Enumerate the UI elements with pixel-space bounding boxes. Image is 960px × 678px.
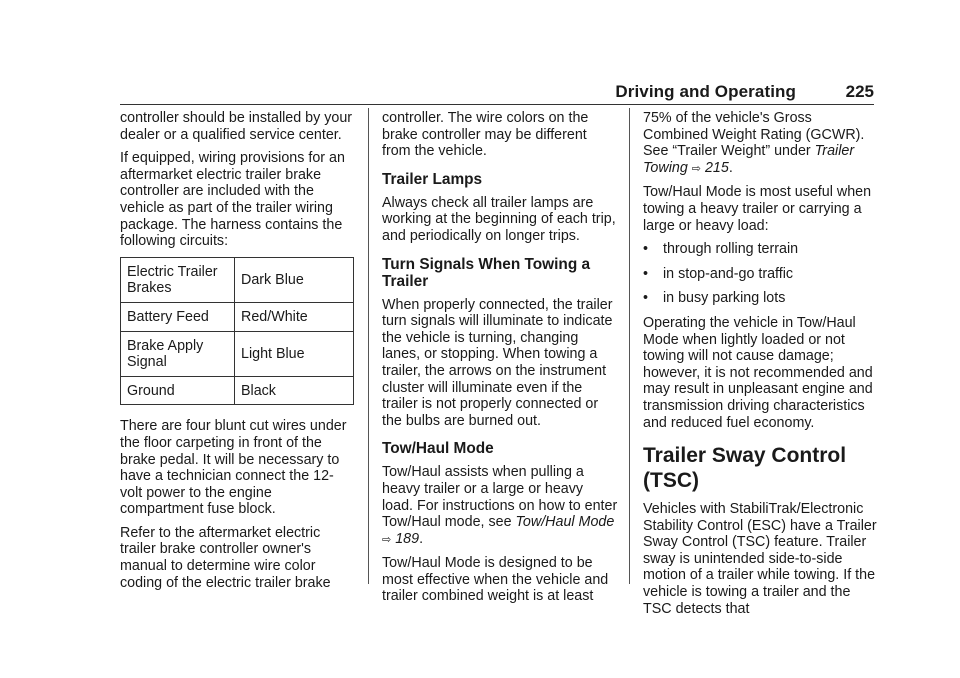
list-item-text: through rolling terrain: [663, 241, 799, 258]
list-item: [643, 266, 879, 283]
tow-haul-mode-link[interactable]: Tow/Haul Mode: [515, 514, 615, 531]
paragraph: controller. The wire colors on the brake controller may be different from the vehicle.: [382, 110, 589, 160]
paragraph: Always check all trailer lamps are working at the beginning of each trip, and periodically on longer trips.: [382, 194, 616, 244]
paragraph: Vehicles with StabiliTrak/Electronic Stability Control (ESC) have a Trailer Sway Control (TSC) feature. Trailer sway is unintended side-to-side motion of a trailer while towing. If the vehicle is towing a trailer and the TSC detects that: [643, 501, 877, 617]
paragraph: There are four blunt cut wires under the floor carpeting in front of the brake pedal. It will be necessary to have a technician connect the 12-volt power to the engine compartment fuse block.: [120, 418, 347, 518]
column-left: [120, 110, 354, 598]
column-right: [643, 110, 879, 624]
period: .: [728, 159, 733, 176]
table-row: [121, 302, 354, 331]
table-cell-circuit: Battery Feed: [121, 302, 235, 331]
column-divider: [629, 108, 630, 584]
table-cell-color: Light Blue: [235, 331, 354, 376]
heading-trailer-lamps: Trailer Lamps: [382, 170, 483, 188]
page-ref-arrow-icon: ⇨: [691, 162, 701, 175]
bullet-icon: •: [643, 290, 649, 307]
table-cell-circuit: Ground: [121, 376, 235, 405]
list-item-text: in busy parking lots: [663, 290, 786, 307]
table-cell-circuit: Brake Apply Signal: [121, 331, 235, 376]
period: .: [419, 530, 424, 547]
paragraph: [643, 110, 879, 177]
heading-tow-haul-mode: Tow/Haul Mode: [382, 440, 494, 458]
list-item: [643, 290, 879, 307]
heading-turn-signals: Turn Signals When Towing a Trailer: [382, 255, 591, 290]
header-rule: [120, 104, 874, 105]
paragraph: Operating the vehicle in Tow/Haul Mode when lightly loaded or not towing will not cause damage; however, it is not recommended and may result in unpleasant engine and transmission driving characteristics and reduced fuel economy.: [643, 314, 873, 431]
paragraph: [382, 464, 618, 548]
table-row: [121, 257, 354, 302]
page-ref-number[interactable]: 215: [704, 159, 729, 176]
wiring-circuits-table: [120, 257, 354, 406]
list-item: [643, 241, 879, 258]
heading-trailer-sway-control: Trailer Sway Control (TSC): [643, 444, 847, 493]
column-divider: [368, 108, 369, 584]
trailer-towing-link[interactable]: Trailer Towing: [643, 143, 855, 176]
table-row: [121, 331, 354, 376]
paragraph: Tow/Haul Mode is most useful when towing a heavy trailer or carrying a large or heavy load:: [643, 184, 872, 234]
paragraph: Refer to the aftermarket electric trailer brake controller owner's manual to determine wire color coding of the electric trailer brake: [120, 524, 331, 591]
page-number: 225: [845, 82, 874, 101]
paragraph-text: Tow/Haul assists when pulling a heavy trailer or a large or heavy load. For instructions on how to enter Tow/Haul mode, see: [382, 464, 618, 531]
table-cell-color: Dark Blue: [235, 257, 354, 302]
paragraph: If equipped, wiring provisions for an aftermarket electric trailer brake controller are included with the vehicle as part of the trailer wiring package. The harness contains the following circuits:: [120, 150, 345, 250]
paragraph: controller should be installed by your dealer or a qualified service center.: [120, 110, 353, 143]
table-cell-color: Black: [235, 376, 354, 405]
bullet-icon: •: [643, 241, 649, 258]
table-cell-circuit: Electric Trailer Brakes: [121, 257, 235, 302]
bullet-icon: •: [643, 265, 649, 282]
page-ref-arrow-icon: ⇨: [382, 533, 392, 546]
paragraph-text: 75% of the vehicle's Gross Combined Weight Rating (GCWR). See “Trailer Weight” under: [643, 110, 865, 160]
paragraph: Tow/Haul Mode is designed to be most effective when the vehicle and trailer combined weight is at least: [382, 555, 609, 605]
paragraph: When properly connected, the trailer turn signals will illuminate to indicate the vehicle is turning, changing lanes, or stopping. When towing a trailer, the arrows on the instrument cluster will illuminate even if the trailer is not properly connected or the bulbs are burned out.: [382, 296, 613, 429]
page-ref-number[interactable]: 189: [395, 530, 420, 547]
column-middle: [382, 110, 618, 612]
page-header: [120, 80, 874, 104]
table-cell-color: Red/White: [235, 302, 354, 331]
section-title: Driving and Operating: [615, 82, 796, 101]
table-row: [121, 376, 354, 405]
list-item-text: in stop-and-go traffic: [663, 265, 794, 282]
